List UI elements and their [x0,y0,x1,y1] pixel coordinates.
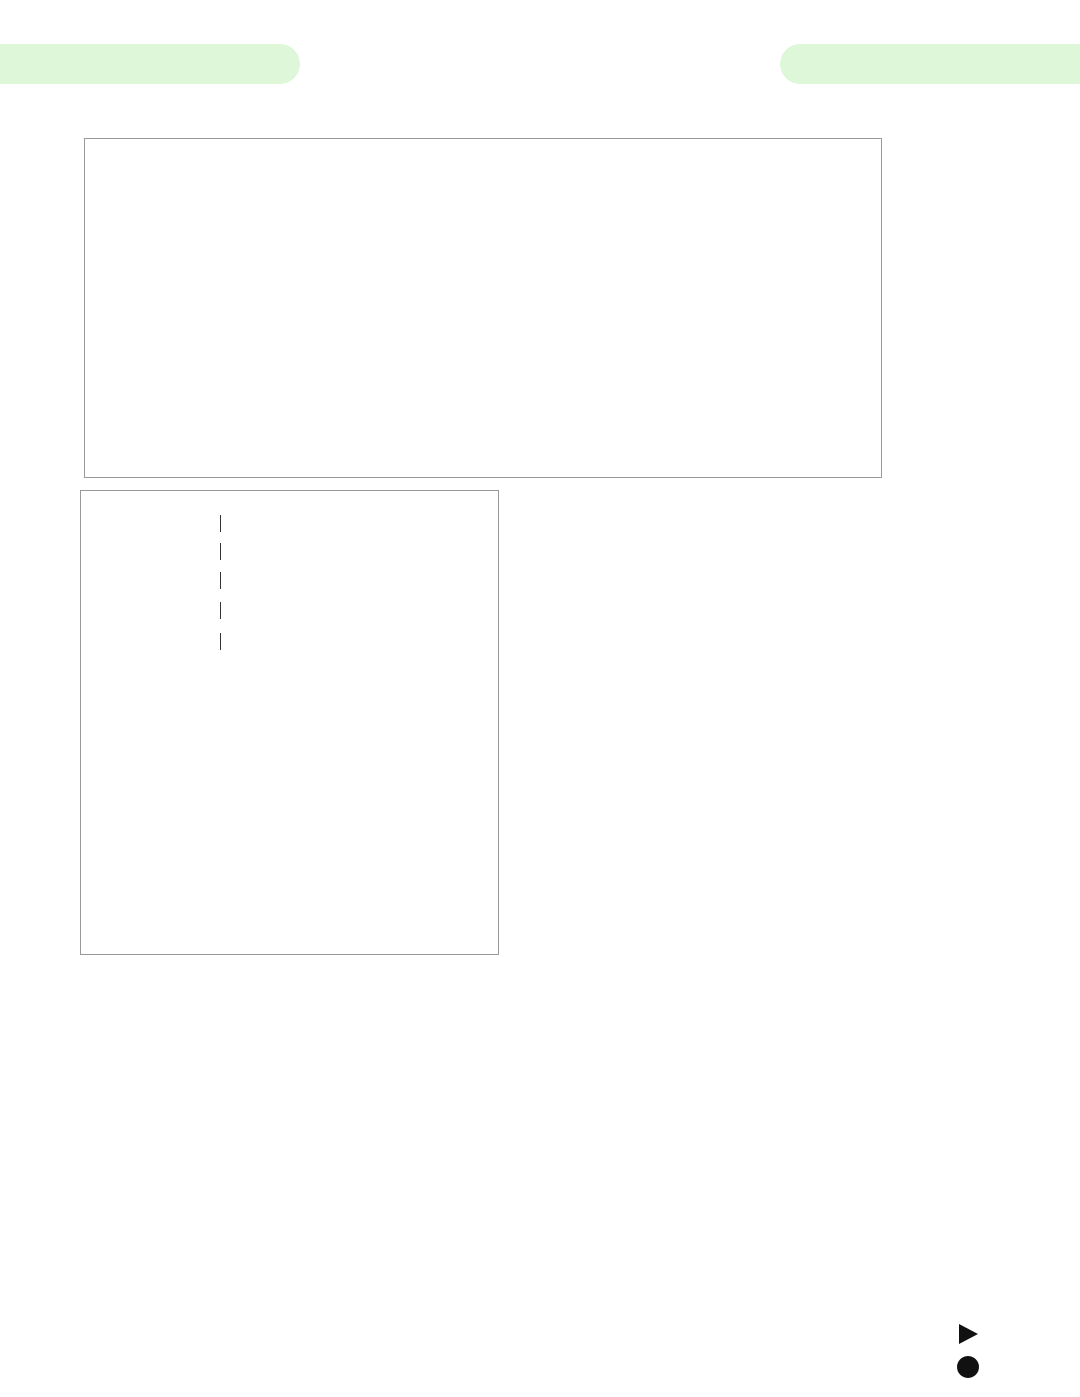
title-banner-right [780,44,1080,84]
dna-diagram-box [80,490,499,955]
info-box [84,138,882,478]
code-sun [490,804,1040,1364]
dna-strands [81,491,500,956]
title-banner-left [0,44,300,84]
start-triangle-icon [956,1322,980,1346]
stop-dot-icon [956,1355,980,1379]
